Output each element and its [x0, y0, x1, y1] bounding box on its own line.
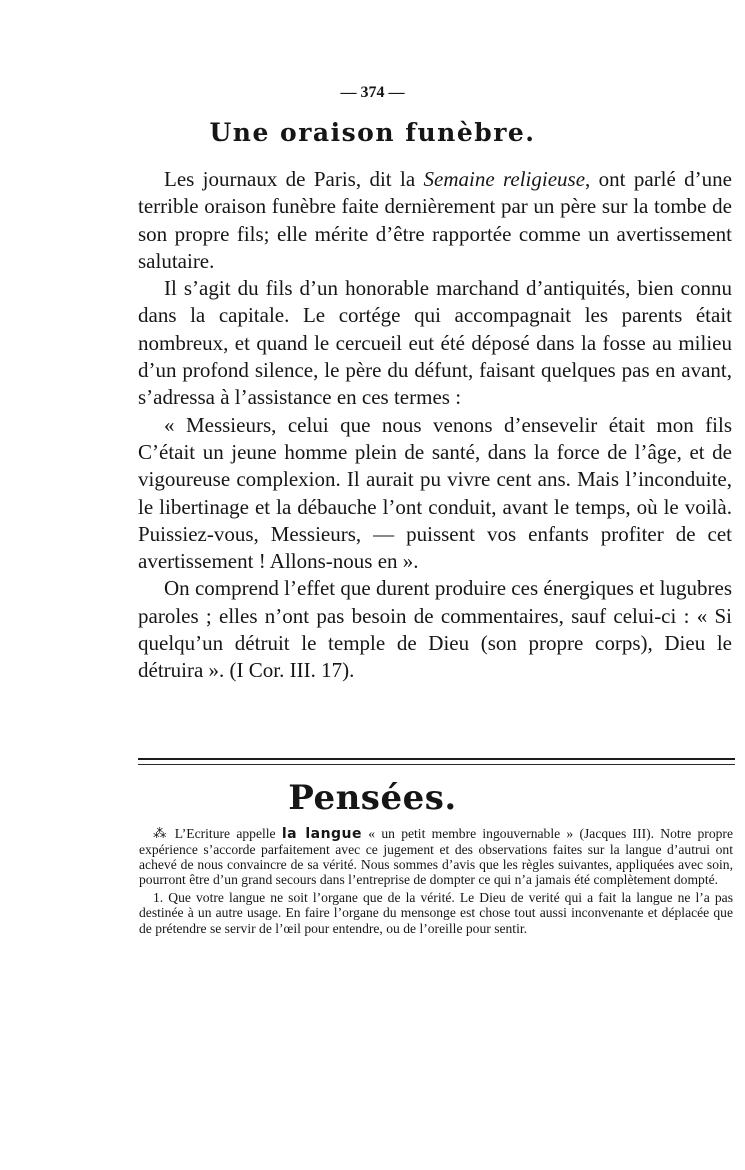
- article-paragraph: [138, 166, 732, 275]
- pensees-paragraph: 1. Que votre langue ne soit l’organe que de la vérité. Le Dieu de verité qui a fait la langue ne l’a pas destinée à un autre usage. En faire l’organe du mensonge est chose tout aussi inconvenante et déplacée que de prétendre se servir de l’œil pour entendre, ou de l’oreille pour sentir.: [139, 890, 733, 936]
- keyword: la langue: [281, 826, 363, 842]
- article-body: [138, 166, 732, 685]
- paragraph-text: Les journaux de Paris, dit la: [164, 167, 424, 191]
- article-paragraph: Il s’agit du fils d’un honorable marchand d’antiquités, bien connu dans la capitale. Le cortége qui accompagnait les parents était nombreux, et quand le cercueil eut été déposé dans la fosse au milieu d’un profond silence, le père du défunt, faisant quelques pas en avant, s’adressa à l’assistance en ces termes :: [138, 276, 732, 410]
- divider-thick: [138, 758, 735, 760]
- section-title: Pensées.: [288, 778, 457, 818]
- paragraph-text: L’Ecriture appelle: [168, 826, 282, 841]
- asterism-icon: ⁂: [153, 826, 169, 841]
- pensees-body: [139, 826, 733, 936]
- pensees-paragraph: [139, 826, 733, 887]
- source-name: Semaine religieuse: [423, 167, 586, 191]
- article-title: Une oraison funèbre.: [209, 118, 536, 147]
- paragraph-text: , ont parlé d’une terrible oraison funèbre faite dernièrement par un père sur la tombe de son propre fils; elle mérite d’être rapportée comme un avertissement salutaire.: [138, 167, 732, 273]
- divider-thin: [138, 764, 735, 765]
- page-number: — 374 —: [340, 84, 405, 101]
- paragraph-text: « un petit membre ingouvernable » (Jacques III). Notre propre expérience s’accorde parfaitement avec ce jugement et des observations faites sur la langue d’autrui ont achevé de nous convaincre de sa vérité. Nous sommes d’avis que les règles suivantes, appliquées avec soin, pourront être d’un grand secours dans l’entreprise de dompter ce qui n’a jamais été complètement dompté.: [139, 826, 733, 888]
- article-paragraph: « Messieurs, celui que nous venons d’ensevelir était mon fils C’était un jeune homme plein de santé, dans la force de l’âge, et de vigoureuse complexion. Il aurait pu vivre cent ans. Mais l’inconduite, le libertinage et la débauche l’ont conduit, avant le temps, où le voilà. Puissiez-vous, Messieurs, — puissent vos enfants profiter de cet avertissement ! Allons-nous en ».: [138, 412, 732, 574]
- article-paragraph: On comprend l’effet que durent produire ces énergiques et lugubres paroles ; elles n’ont pas besoin de commentaires, sauf celui-ci : « Si quelqu’un détruit le temple de Dieu (son propre corps), Dieu le détruira ». (I Cor. III. 17).: [138, 576, 732, 683]
